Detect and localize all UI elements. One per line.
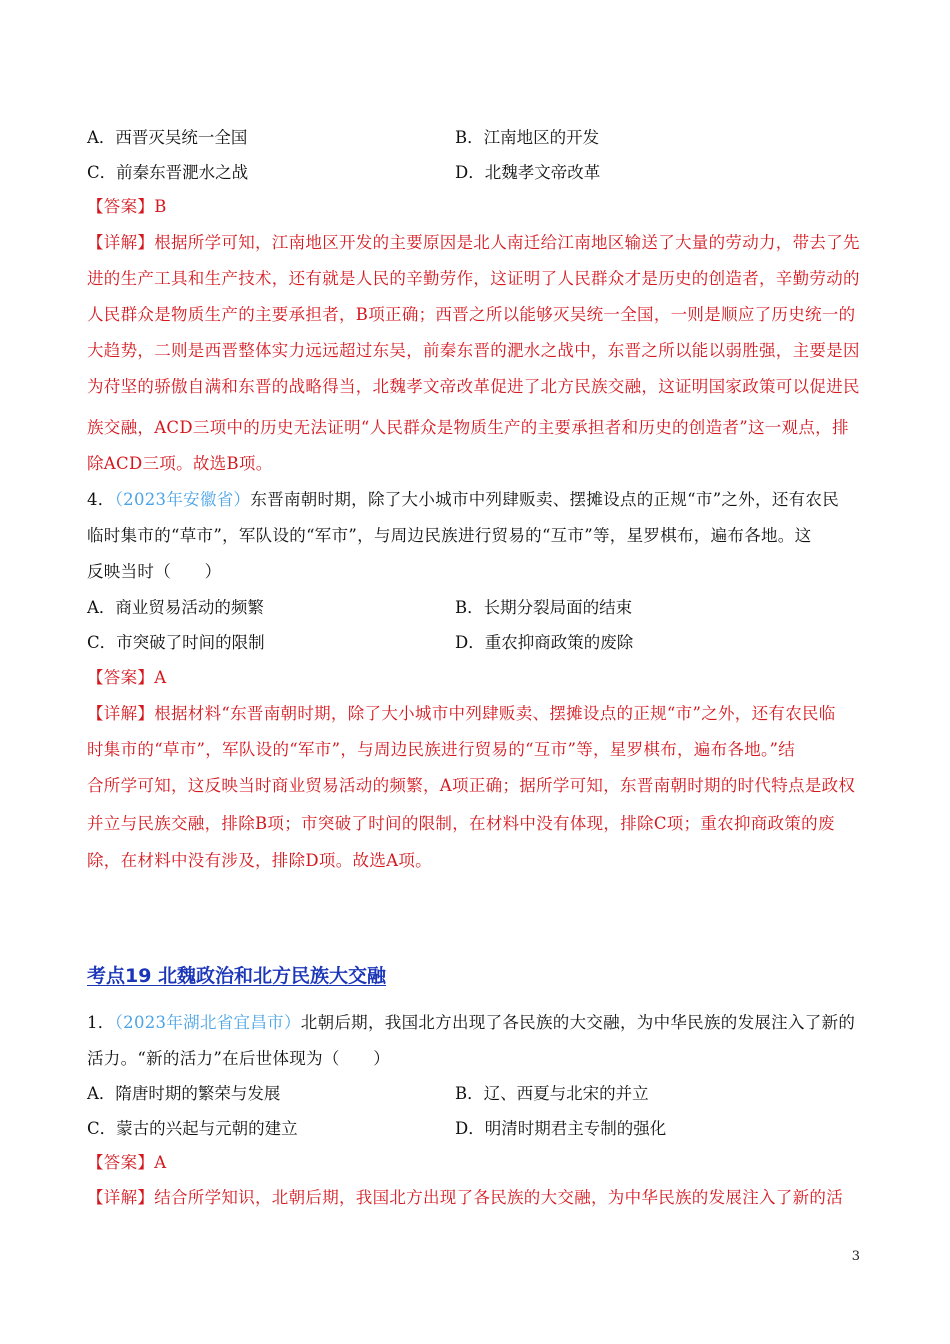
q1-option-b: B．辽、西夏与北宋的并立 xyxy=(455,1084,649,1103)
q1-source: （2023年湖北省宜昌市） xyxy=(114,1013,301,1032)
q3-explanation-line: 进的生产工具和生产技术，还有就是人民的辛勤劳作，这证明了人民群众才是历史的创造者，辛勤劳动的 xyxy=(87,269,860,288)
q3-explanation-line: 族交融，ACD三项中的历史无法证明“人民群众是物质生产的主要承担者和历史的创造者”这一观点，排 xyxy=(87,418,849,437)
q3-explanation-line: 【详解】根据所学可知，江南地区开发的主要原因是北人南迁给江南地区输送了大量的劳动力，带去了先 xyxy=(87,233,860,252)
q4-stem-text: 东晋南朝时期，除了大小城市中列肆贩卖、摆摊设点的正规“市”之外，还有农民 xyxy=(250,490,840,509)
q3-explanation-line: 为苻坚的骄傲自满和东晋的战略得当，北魏孝文帝改革促进了北方民族交融，这证明国家政策可以促进民 xyxy=(87,377,860,396)
q3-option-c: C．前秦东晋淝水之战 xyxy=(87,163,249,182)
q4-explanation-line: 除，在材料中没有涉及，排除D项。故选A项。 xyxy=(87,851,432,870)
q4-answer: 【答案】A xyxy=(87,668,167,687)
q1-number: 1． xyxy=(87,1013,115,1032)
q3-option-a: A．西晋灭吴统一全国 xyxy=(87,128,248,147)
q4-option-b: B．长期分裂局面的结束 xyxy=(455,598,633,617)
q3-explanation-line: 人民群众是物质生产的主要承担者，B项正确；西晋之所以能够灭吴统一全国，一则是顺应了历史统一的 xyxy=(87,305,856,324)
page-number: 3 xyxy=(851,1249,860,1264)
q1-stem-line xyxy=(87,1013,877,1033)
q1-answer: 【答案】A xyxy=(87,1153,167,1172)
q1-option-c: C．蒙古的兴起与元朝的建立 xyxy=(87,1119,298,1138)
q1-stem-text: 北朝后期，我国北方出现了各民族的大交融，为中华民族的发展注入了新的 xyxy=(300,1013,856,1032)
section-heading: 考点19 北魏政治和北方民族大交融 xyxy=(87,965,387,987)
q4-explanation-line: 并立与民族交融，排除B项；市突破了时间的限制，在材料中没有体现，排除C项；重农抑商政策的废 xyxy=(87,814,835,833)
q3-answer: 【答案】B xyxy=(87,197,167,216)
q4-option-d: D．重农抑商政策的废除 xyxy=(455,633,634,652)
q4-stem-line: 反映当时（ ） xyxy=(87,562,222,581)
q4-option-c: C．市突破了时间的限制 xyxy=(87,633,265,652)
q4-source: （2023年安徽省） xyxy=(114,490,251,509)
q4-stem-line xyxy=(87,490,877,510)
q3-option-b: B．江南地区的开发 xyxy=(455,128,600,147)
q4-stem-line: 临时集市的“草市”，军队设的“军市”，与周边民族进行贸易的“互市”等，星罗棋布，遍布各地。这 xyxy=(87,526,812,545)
q1-stem-line: 活力。“新的活力”在后世体现为（ ） xyxy=(87,1049,391,1068)
q4-explanation-line: 【详解】根据材料“东晋南朝时期，除了大小城市中列肆贩卖、摆摊设点的正规“市”之外，还有农民临 xyxy=(87,704,836,723)
q4-number: 4． xyxy=(87,490,115,509)
q1-option-a: A．隋唐时期的繁荣与发展 xyxy=(87,1084,281,1103)
q4-explanation-line: 合所学可知，这反映当时商业贸易活动的频繁，A项正确；据所学可知，东晋南朝时期的时代特点是政权 xyxy=(87,776,856,795)
q3-option-d: D．北魏孝文帝改革 xyxy=(455,163,601,182)
q3-explanation-line: 除ACD三项。故选B项。 xyxy=(87,454,273,473)
q1-option-d: D．明清时期君主专制的强化 xyxy=(455,1119,667,1138)
q1-explanation-line: 【详解】结合所学知识，北朝后期，我国北方出现了各民族的大交融，为中华民族的发展注入了新的活 xyxy=(87,1188,843,1207)
q4-explanation-line: 时集市的“草市”，军队设的“军市”，与周边民族进行贸易的“互市”等，星罗棋布，遍布各地。”结 xyxy=(87,740,796,759)
q3-explanation-line: 大趋势，二则是西晋整体实力远远超过东吴，前秦东晋的淝水之战中，东晋之所以能以弱胜强，主要是因 xyxy=(87,341,860,360)
q4-option-a: A．商业贸易活动的频繁 xyxy=(87,598,264,617)
